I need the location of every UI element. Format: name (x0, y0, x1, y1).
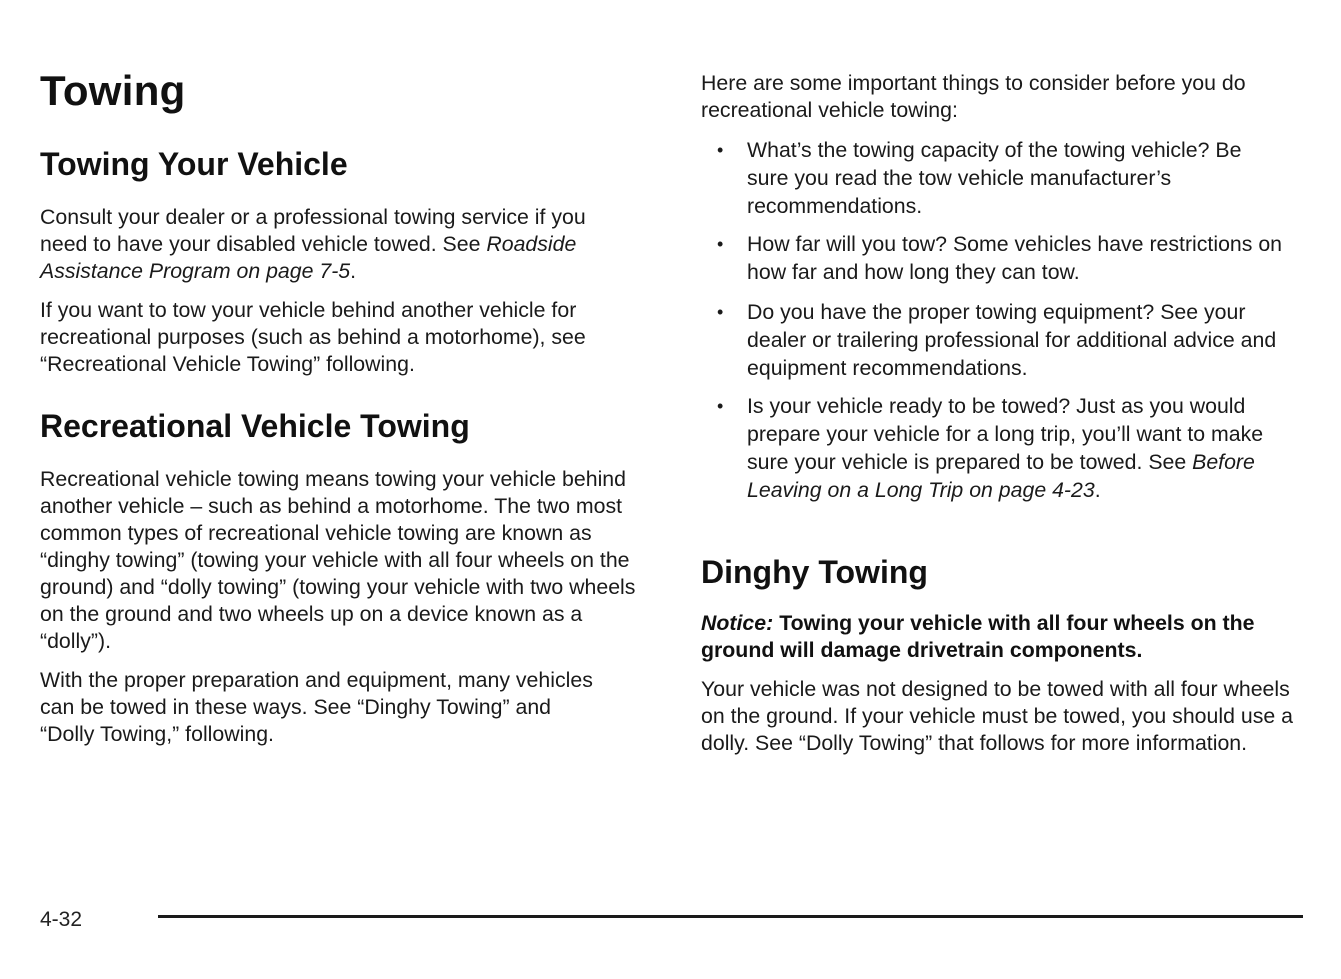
notice-block (701, 610, 1306, 664)
list-item-text: How far will you tow? Some vehicles have restrictions on how far and how long they can tow. (747, 232, 1283, 284)
section-heading-recreational-vehicle-towing: Recreational Vehicle Towing (40, 408, 470, 444)
section-heading-dinghy-towing: Dinghy Towing (701, 554, 928, 590)
bullet-text: Is your vehicle ready to be towed? Just as you would prepare your vehicle for a long trip, you’ll want to make sure your vehicle is prepared to be towed. See (747, 394, 1264, 474)
bullet-text-end: . (1094, 478, 1101, 502)
bullet-icon: • (717, 396, 724, 416)
towing-your-vehicle-paragraph-1 (40, 204, 610, 285)
list-item-text: What’s the towing capacity of the towing vehicle? Be sure you read the tow vehicle manufacturer’s recommendations. (747, 138, 1242, 218)
bullet-icon: • (717, 302, 724, 322)
list-item-text: Do you have the proper towing equipment? See your dealer or trailering professional for additional advice and equipment recommendations. (747, 300, 1277, 380)
roadside-assistance-reference: Roadside Assistance Program on page 7-5 (40, 232, 577, 283)
recreational-towing-paragraph-2: With the proper preparation and equipment, many vehicles can be towed in these ways. See “Dinghy Towing” and “Dolly Towing,” following. (40, 668, 593, 746)
list-item (701, 136, 1301, 220)
section-heading-towing-your-vehicle: Towing Your Vehicle (40, 146, 348, 182)
paragraph-text: Consult your dealer or a professional towing service if you need to have your disabled vehicle towed. See (40, 205, 586, 256)
notice-text: Towing your vehicle with all four wheels on the ground will damage drivetrain components. (701, 611, 1255, 662)
dinghy-towing-paragraph: Your vehicle was not designed to be towed with all four wheels on the ground. If your vehicle must be towed, you should use a dolly. See “Dolly Towing” that follows for more information. (701, 677, 1293, 755)
list-item (701, 392, 1301, 504)
bullet-icon: • (717, 234, 724, 254)
notice-label: Notice: (701, 611, 774, 635)
list-item (701, 230, 1301, 286)
long-trip-reference: Before Leaving on a Long Trip on page 4-23 (747, 450, 1255, 502)
list-item-text (747, 392, 1277, 504)
list-item (701, 298, 1301, 382)
bullet-icon: • (717, 140, 724, 160)
towing-your-vehicle-paragraph-2: If you want to tow your vehicle behind another vehicle for recreational purposes (such as behind a motorhome), see “Recreational Vehicle Towing” following. (40, 298, 586, 376)
page-number: 4-32 (40, 908, 83, 931)
footer-rule (158, 915, 1303, 918)
page-title: Towing (40, 67, 186, 114)
recreational-towing-paragraph-1: Recreational vehicle towing means towing your vehicle behind another vehicle – such as behind a motorhome. The two most common types of recreational vehicle towing are known as “dinghy towing” (towing your vehicle with all four wheels on the ground) and “dolly towing” (towing your vehicle with two wheels on the ground and two wheels up on a device known as a “dolly”). (40, 467, 636, 653)
recreational-towing-intro: Here are some important things to consider before you do recreational vehicle towing: (701, 71, 1246, 122)
paragraph-end: . (350, 259, 357, 283)
